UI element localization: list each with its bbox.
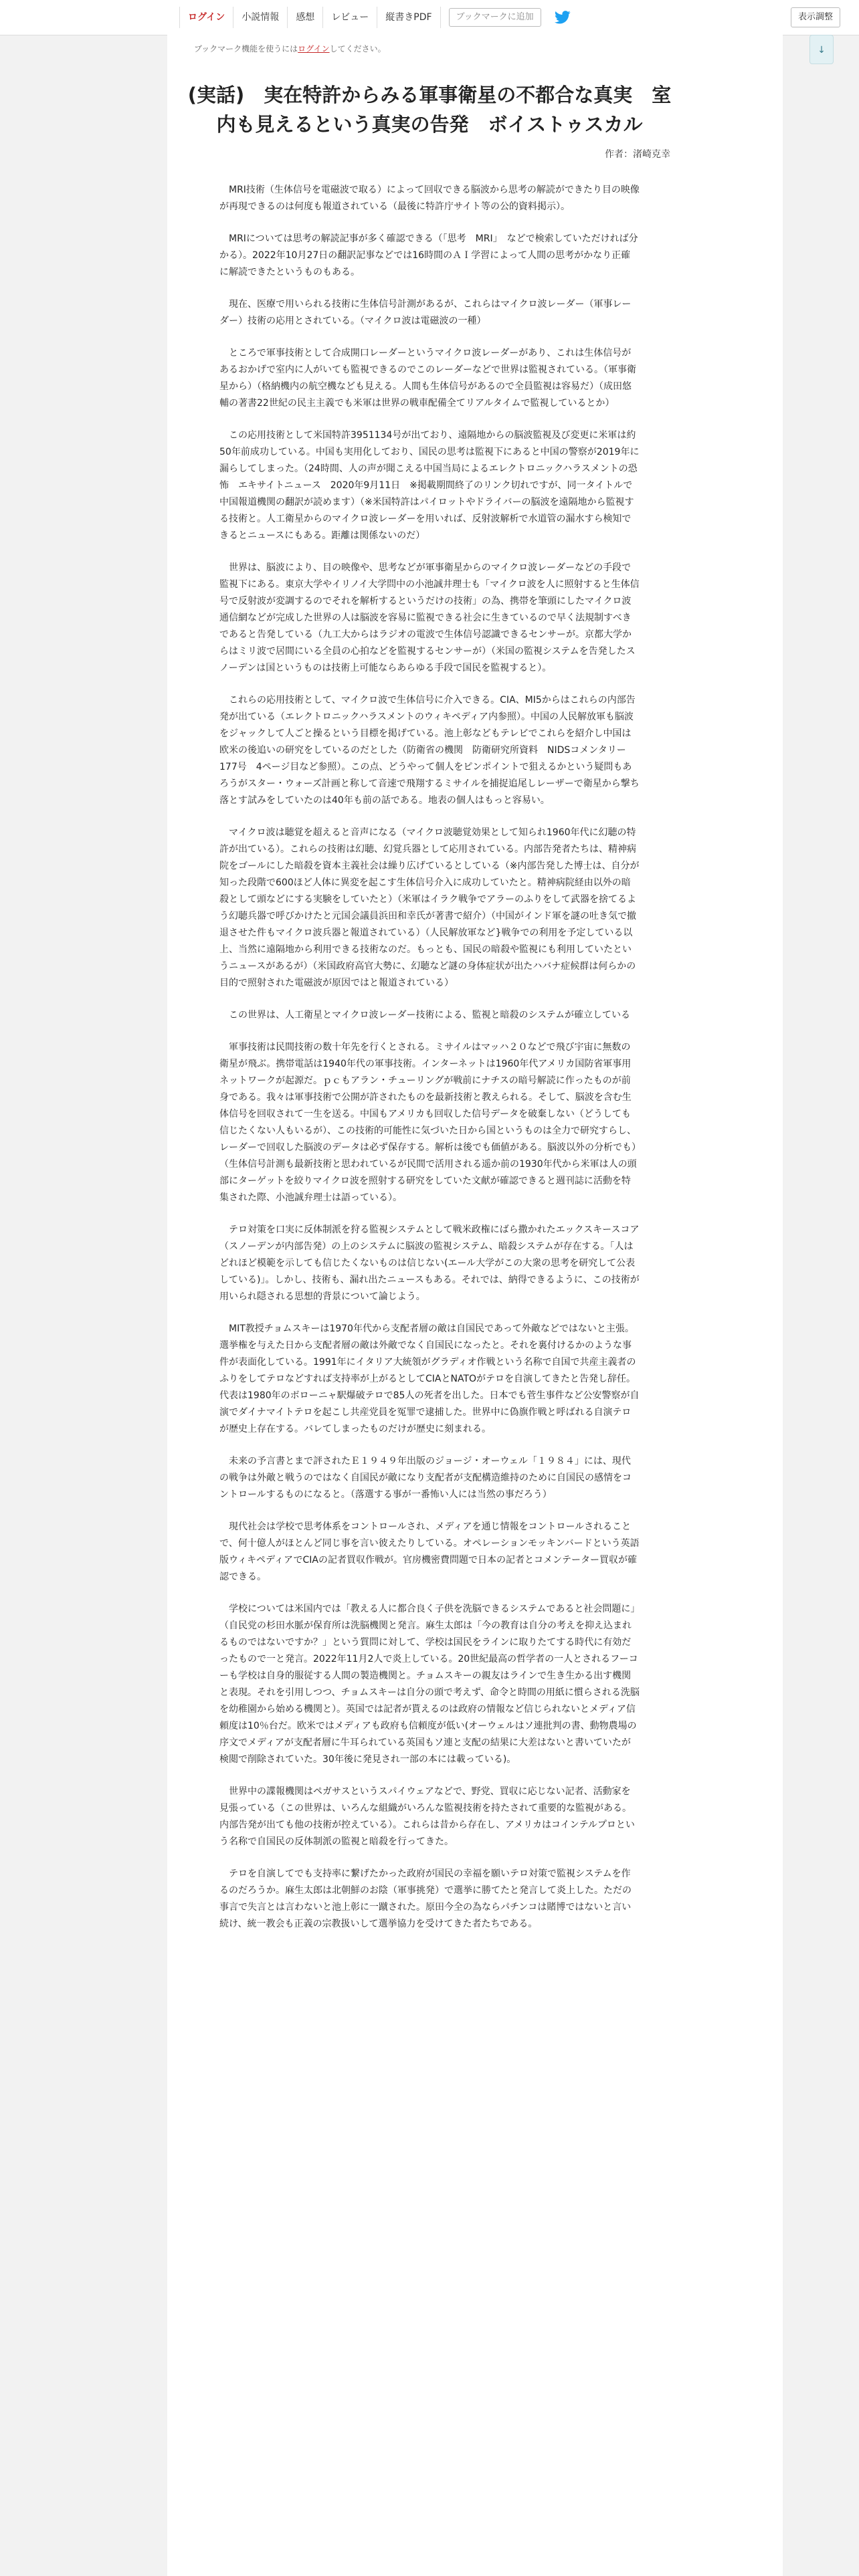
review-link[interactable]: レビュー xyxy=(323,7,377,28)
body-paragraph: この応用技術として米国特許3951134号が出ており、遠隔地からの脳波監視及び変更に米軍は約50年前成功している。中国も実用化しており、国民の思考は監視下にあると中国の警察が2019年に漏らしてしまった。（24時間、人の声が聞こえる中国当局によるエレクトロニックハラスメントの恐怖 エキサイトニュース 2020年9月11日 ※掲載期間終了のリンク切れですが、同一タイトルで中国報道機関の翻訳が読めます）（※米国特許はパイロットやドライバーの脳波を遠隔地から監視する技術と。人工衛星からのマイクロ波レーダーを用いれば、反射波解析で水道管の漏水すら検知できるとニュースにもある。距離は関係ないのだ） xyxy=(219,430,640,541)
body-paragraph: 世界は、脳波により、目の映像や、思考などが軍事衛星からのマイクロ波レーダーなどの手段で監視下にある。東京大学やイリノイ大学問中の小池誠井理士も「マイクロ波を人に照射すると生体信号で反射波が変調するのでそれを解析するというだけの技術」の為、携帯を筆頭にしたマイクロ波通信網などが完成した世界の人は脳波を容易に監視できる社会に生きているので早く法規制すべきであると告発している（九工大からはラジオの電波で生体信号認識できるセンサーが。京都大学からはミリ波で居間にいる全員の心拍などを監視するセンサーが）（米国の監視システムを告発したスノーデンは国というものは技術上可能ならあらゆる手段で国民を監視すると）。 xyxy=(219,562,640,673)
body-paragraph: テロ対策を口実に反体制派を狩る監視システムとして戦米政権にばら撒かれたエックスキースコア（スノーデンが内部告発）の上のシステムに脳波の監視システム、暗殺システムが存在する。「人はどれほど模範を示しても信じたくないものは信じない(エール大学がこの大衆の思考を研究して公表している)」。しかし、技術も、漏れ出たニュースもある。それでは、納得できるように、この技術が用いられ隠される思想的背景について論じよう。 xyxy=(219,1224,640,1302)
notice-text-before: ブックマーク機能を使うには xyxy=(194,44,298,53)
nav-menu xyxy=(179,7,572,28)
body-paragraph: マイクロ波は聴覚を超えると音声になる（マイクロ波聴覚効果として知られ1960年代に幻聴の特許が出ている）。これらの技術は幻聴、幻覚兵器として応用されている。内部告発者たちは、精神病院をゴールにした暗殺を資本主義社会は繰り広げているとしている（※内部告発した博士は、自分が知った段階で600ほど人体に異変を起こす生体信号介入に成功していたと。精神病院経由以外の暗殺として頭などにする実験をしていたと）（米軍はイラク戦争でアラーのふりをして武器を捨てるよう幻聴兵器で呼びかけたと元国会議員浜田和幸氏が著書で紹介）（中国がインド軍を謎の吐き気で撤退させた件もマイクロ波兵器と報道されている）（人民解放軍など}戦争での利用を予定している以上、当然に遠隔地から利用できる技術なのだ。もっとも、国民の暗殺や監視にも利用していたというニュースがあるが）（米国政府高官大勢に、幻聴など謎の身体症状が出たハバナ症候群は何らかの目的で照射された電磁波が原因ではと報道されている） xyxy=(219,827,640,988)
bookmark-login-notice xyxy=(194,43,386,54)
top-navigation-bar xyxy=(0,0,859,35)
novel-body xyxy=(219,182,640,1948)
novel-info-link[interactable]: 小説情報 xyxy=(233,7,288,28)
body-paragraph: この世界は、人工衛星とマイクロ波レーダー技術による、監視と暗殺のシステムが確立している xyxy=(229,1010,631,1021)
twitter-bird-icon xyxy=(555,11,571,24)
login-link[interactable]: ログイン xyxy=(179,7,233,28)
impressions-link[interactable]: 感想 xyxy=(288,7,323,28)
body-paragraph: これらの応用技術として、マイクロ波で生体信号に介入できる。CIA、MI5からはこれらの内部告発が出ている（エレクトロニックハラスメントのウィキペディア内参照）。中国の人民解放軍も脳波をジャックして人ごと操るという目標を掲げている。池上彰などもテレビでこれらを紹介し中国は欧米の後追いの研究をしているのだとした（防衛省の機関 防衛研究所資料 NIDSコメンタリー177号 4ページ目など参照）。この点、どうやって個人をピンポイントで狙えるかという疑問もあろうがスター・ウォーズ計画と称して音速で飛翔するミサイルを捕捉追尾しレーザーで衛星から撃ち落とす試みをしていたのは40年も前の話である。地表の個人はもっと容易い。 xyxy=(219,695,640,806)
body-paragraph: MRI技術（生体信号を電磁波で取る）によって回収できる脳波から思考の解読ができたり目の映像が再現できるのは何度も報道されている（最後に特許庁サイト等の公的資料掲示）。 xyxy=(219,185,640,212)
vertical-pdf-link[interactable]: 縦書きPDF xyxy=(377,7,440,28)
notice-login-link[interactable]: ログイン xyxy=(298,44,330,53)
body-paragraph: 未来の予言書とまで評されたＥ１９４９年出版のジョージ・オーウェル「１９８４」には、現代の戦争は外敵と戦うのではなく自国民が敵になり支配者が支配構造維持のために自国民の感情をコントロールするものになると。（落選する事が一番怖い人には当然の事だろう） xyxy=(219,1456,632,1500)
body-paragraph: MIT教授チョムスキーは1970年代から支配者層の敵は自国民であって外敵などではないと主張。選挙権を与えた日から支配者層の敵は外敵でなく自国民になったと。それを裏付けるかのような事件が表面化している。1991年にイタリア大統領がグラディオ作戦という名称で自国で共産主義者のふりをしてテロなどすれば支持率が上がるとしてCIAとNATOがテロを自演してきたと告発し辞任。代表は1980年のボローニャ駅爆破テロで85人の死者を出した。日本でも菅生事件など公安警察が自演でダイナマイトテロを起こし共産党員を冤罪で逮捕した。世界中に偽旗作戦と呼ばれる自演テロが歴史上存在する。バレてしまったものだけが歴史に刻まれる。 xyxy=(219,1323,640,1434)
body-paragraph: ところで軍事技術として合成開口レーダーというマイクロ波レーダーがあり、これは生体信号があるおかげで室内に人がいても監視できるのでこのレーダーなどで世界は監視されている。（軍事衛星から）（格納機内の航空機なども見える。人間も生体信号があるので全員監視は容易だ）（成田悠輔の著書22世紀の民主主義でも米軍は世界の戦車配備全てリアルタイムで監視しているとか） xyxy=(219,348,636,409)
body-paragraph: テロを自演してでも支持率に繋げたかった政府が国民の幸福を願いテロ対策で監視システムを作るのだろうか。麻生太郎は北朝鮮のお陰（軍事挑発）で選挙に勝てたと発言して炎上した。ただの事言で失言とは言わないと池上彰に一蹴された。原田今全の為ならパチンコは賭博ではないと言い続け、統一教会も正義の宗教扱いして選挙協力を受けてきた者たちである。 xyxy=(219,1868,632,1929)
novel-title: (実話) 実在特許からみる軍事衛星の不都合な真実 室内も見えるという真実の告発 ボイストゥスカル xyxy=(187,84,672,136)
body-paragraph: 現代社会は学校で思考体系をコントロールされ、メディアを通じ情報をコントロールされることで、何十億人がほとんど同じ事を言い彼えたりしている。オペレーションモッキンバードという英語版ウィキペディアでCIAの記者買収作戦が。官房機密費問題で日本の記者とコメンテーター買収が確認できる。 xyxy=(219,1521,640,1582)
scroll-down-button[interactable]: ↓ xyxy=(809,35,834,64)
novel-author: 作者：渚崎克幸 xyxy=(605,149,670,160)
body-paragraph: 現在、医療で用いられる技術に生体信号計測があるが、これらはマイクロ波レーダー（軍事レーダー）技術の応用とされている。（マイクロ波は電磁波の一種） xyxy=(219,299,632,326)
display-settings-button[interactable]: 表示調整 xyxy=(791,7,840,27)
add-bookmark-button[interactable]: ブックマークに追加 xyxy=(449,8,541,27)
twitter-icon[interactable] xyxy=(555,9,572,26)
body-paragraph: 軍事技術は民間技術の数十年先を行くとされる。ミサイルはマッハ２０などで飛び宇宙に無数の衛星が飛ぶ。携帯電話は1940年代の軍事技術。インターネットは1960年代アメリカ国防省軍事用ネットワークが起源だ。ｐｃもアラン・チューリングが戦前にナチスの暗号解読に作ったものが前身である。我々は軍事技術で公開が許されたものを最新技術と教えられる。そして、脳波を含む生体信号を回収されて一生を送る。中国もアメリカも回収した信号データを破棄しない（どうしても信じたくない人もいるが）、この技術的可能性に気づいた日から国というものは全力で研究すらし、レーダーで回収した脳波のデータは必ず保存する。解析は後でも価値がある。脳波以外の分析でも）（生体信号計測も最新技術と思われているが民間で活用される遥か前の1930年代から米軍は人の頭部にターゲットを絞りマイクロ波を照射する研究をしていた文献が確認できると週刊誌に活動を特集された際、小池誠弁理士は語っている）。 xyxy=(219,1042,637,1203)
body-paragraph: 学校については米国内では「教える人に都合良く子供を洗脳できるシステムであると社会問題に」（自民党の杉田水脈が保育所は洗脳機関と発言。麻生太郎は「今の教育は自分の考えを抑え込まれるものではないですか？」という質問に対して、学校は国民をラインに取りたてする時代に有効だったもので一と発言。2022年11月2人で炎上している。20世紀最高の哲学者の一人とされるフーコーも学校は自身的服従する人間の製造機関と。チョムスキーの親友はラインで生き生かる出す機関と表現。それを引用しつつ、チョムスキーは自分の頭で考えず、命令と時間の用紙に慣らされる洗脳を幼稚園から始める機関と）。英国では記者が貰えるのは政府の情報など信じられないとメディア信頼度は10％台だ。欧米ではメディアも政府も信頼度が低い(オーウェルはソ連批判の書、動物農場の序文でメディアが支配者層に牛耳られている英国もソ連と支配の結果に大差はないと書いていたが検閲で削除されていた。30年後に発見され一部の本には載っている)。 xyxy=(219,1604,640,1765)
body-paragraph: 世界中の諜報機関はペガサスというスパイウェアなどで、野党、買収に応じない記者、活動家を見張っている（この世界は、いろんな組織がいろんな監視技術を持たされて重要的な監視がある。内部告発が出ても他の技術が控えている）。これらは昔から存在し、アメリカはコインテルプロという名称で自国民の反体制派の監視と暗殺を行ってきた。 xyxy=(219,1786,635,1847)
notice-text-after: してください。 xyxy=(329,44,386,53)
body-paragraph: MRIについては思考の解読記事が多く確認できる（「思考 MRI」 などで検索していただければ分かる）。2022年10月27日の翻訳記事などでは16時間のＡＩ学習によって人間の思考がかなり正確に解読できたというものもある。 xyxy=(219,233,638,278)
